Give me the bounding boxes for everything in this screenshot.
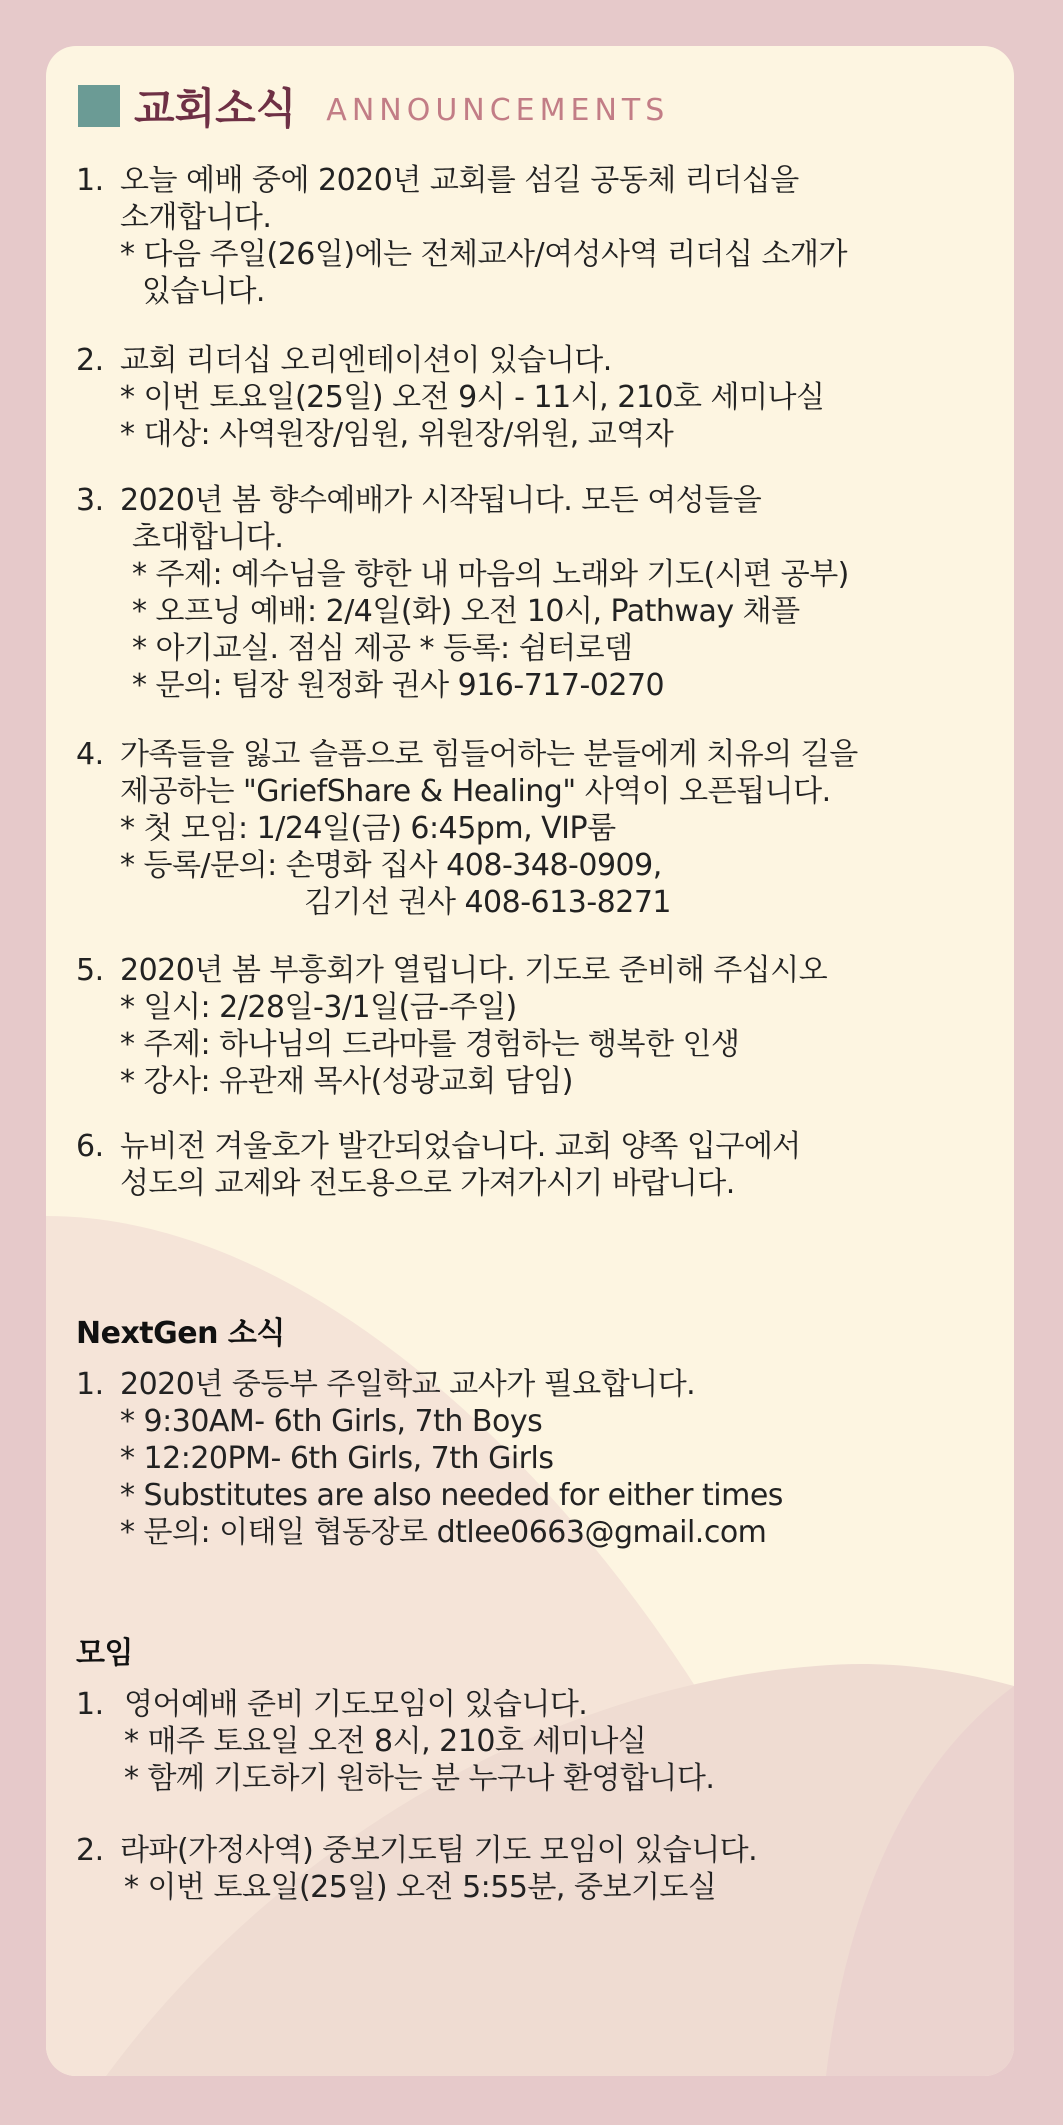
announcement-card xyxy=(46,46,1014,2076)
announcement-item xyxy=(76,162,996,310)
item-note: * 일시: 2/28일-3/1일(금-주일) xyxy=(120,990,517,1025)
item-number: 5. xyxy=(76,953,104,988)
item-text: 초대합니다. xyxy=(132,520,284,555)
item-text: 2020년 봄 향수예배가 시작됩니다. 모든 여성들을 xyxy=(120,483,762,518)
item-number: 6. xyxy=(76,1129,104,1164)
announcement-item xyxy=(76,952,996,1100)
item-note: * 12:20PM- 6th Girls, 7th Girls xyxy=(120,1441,554,1476)
announcement-item xyxy=(76,736,996,921)
item-text: 라파(가정사역) 중보기도팀 기도 모임이 있습니다. xyxy=(120,1833,758,1868)
page-subtitle: ANNOUNCEMENTS xyxy=(326,92,670,128)
item-note: * 문의: 팀장 원정화 권사 916-717-0270 xyxy=(132,668,665,703)
item-note: 김기선 권사 408-613-8271 xyxy=(304,885,671,920)
item-text: 가족들을 잃고 슬픔으로 힘들어하는 분들에게 치유의 길을 xyxy=(120,737,858,772)
item-note: * 이번 토요일(25일) 오전 9시 - 11시, 210호 세미나실 xyxy=(120,380,825,415)
item-note: * 오프닝 예배: 2/4일(화) 오전 10시, Pathway 채플 xyxy=(132,594,800,629)
section-title-nextgen: NextGen 소식 xyxy=(76,1316,285,1351)
item-number: 1. xyxy=(76,1367,104,1402)
item-note: * 매주 토요일 오전 8시, 210호 세미나실 xyxy=(124,1724,647,1759)
nextgen-item xyxy=(76,1366,996,1551)
item-number: 2. xyxy=(76,343,104,378)
item-text: 성도의 교제와 전도용으로 가져가시기 바랍니다. xyxy=(120,1166,735,1201)
item-note: * 아기교실. 점심 제공 * 등록: 쉼터로뎀 xyxy=(132,631,633,666)
item-number: 4. xyxy=(76,737,104,772)
item-note: * 첫 모임: 1/24일(금) 6:45pm, VIP룸 xyxy=(120,811,616,846)
item-number: 1. xyxy=(76,163,104,198)
item-note: * 다음 주일(26일)에는 전체교사/여성사역 리더십 소개가 xyxy=(120,237,847,272)
item-text: 뉴비전 겨울호가 발간되었습니다. 교회 양쪽 입구에서 xyxy=(120,1129,801,1164)
page-title: 교회소식 xyxy=(134,84,297,133)
item-text: 2020년 중등부 주일학교 교사가 필요합니다. xyxy=(120,1367,696,1402)
square-bullet-icon xyxy=(78,85,120,127)
item-text: 소개합니다. xyxy=(120,200,272,235)
item-note: * 9:30AM- 6th Girls, 7th Boys xyxy=(120,1404,543,1439)
announcement-item xyxy=(76,482,996,704)
meeting-item xyxy=(76,1832,996,1906)
item-text: 제공하는 "GriefShare & Healing" 사역이 오픈됩니다. xyxy=(120,774,831,809)
item-note: * 주제: 하나님의 드라마를 경험하는 행복한 인생 xyxy=(120,1027,740,1062)
item-note: * 주제: 예수님을 향한 내 마음의 노래와 기도(시편 공부) xyxy=(132,557,849,592)
announcement-item xyxy=(76,1128,996,1202)
content xyxy=(46,46,1014,2076)
item-text: 교회 리더십 오리엔테이션이 있습니다. xyxy=(120,343,612,378)
item-number: 2. xyxy=(76,1833,104,1868)
item-note: * 등록/문의: 손명화 집사 408-348-0909, xyxy=(120,848,662,883)
item-number: 3. xyxy=(76,483,104,518)
announcement-item xyxy=(76,342,996,453)
item-text: 오늘 예배 중에 2020년 교회를 섬길 공동체 리더십을 xyxy=(120,163,799,198)
item-note: * 이번 토요일(25일) 오전 5:55분, 중보기도실 xyxy=(124,1870,717,1905)
section-title-meetings: 모임 xyxy=(76,1636,133,1671)
item-note: * 강사: 유관재 목사(성광교회 담임) xyxy=(120,1064,573,1099)
item-note: * 함께 기도하기 원하는 분 누구나 환영합니다. xyxy=(124,1761,715,1796)
header xyxy=(78,76,669,136)
item-number: 1. xyxy=(76,1687,104,1722)
item-text: 영어예배 준비 기도모임이 있습니다. xyxy=(124,1687,588,1722)
item-note: 있습니다. xyxy=(142,274,265,309)
item-text: 2020년 봄 부흥회가 열립니다. 기도로 준비해 주십시오 xyxy=(120,953,828,988)
meeting-item xyxy=(76,1686,996,1797)
item-note: * 대상: 사역원장/임원, 위원장/위원, 교역자 xyxy=(120,417,674,452)
item-note: * Substitutes are also needed for either times xyxy=(120,1478,783,1513)
item-note: * 문의: 이태일 협동장로 dtlee0663@gmail.com xyxy=(120,1515,767,1550)
